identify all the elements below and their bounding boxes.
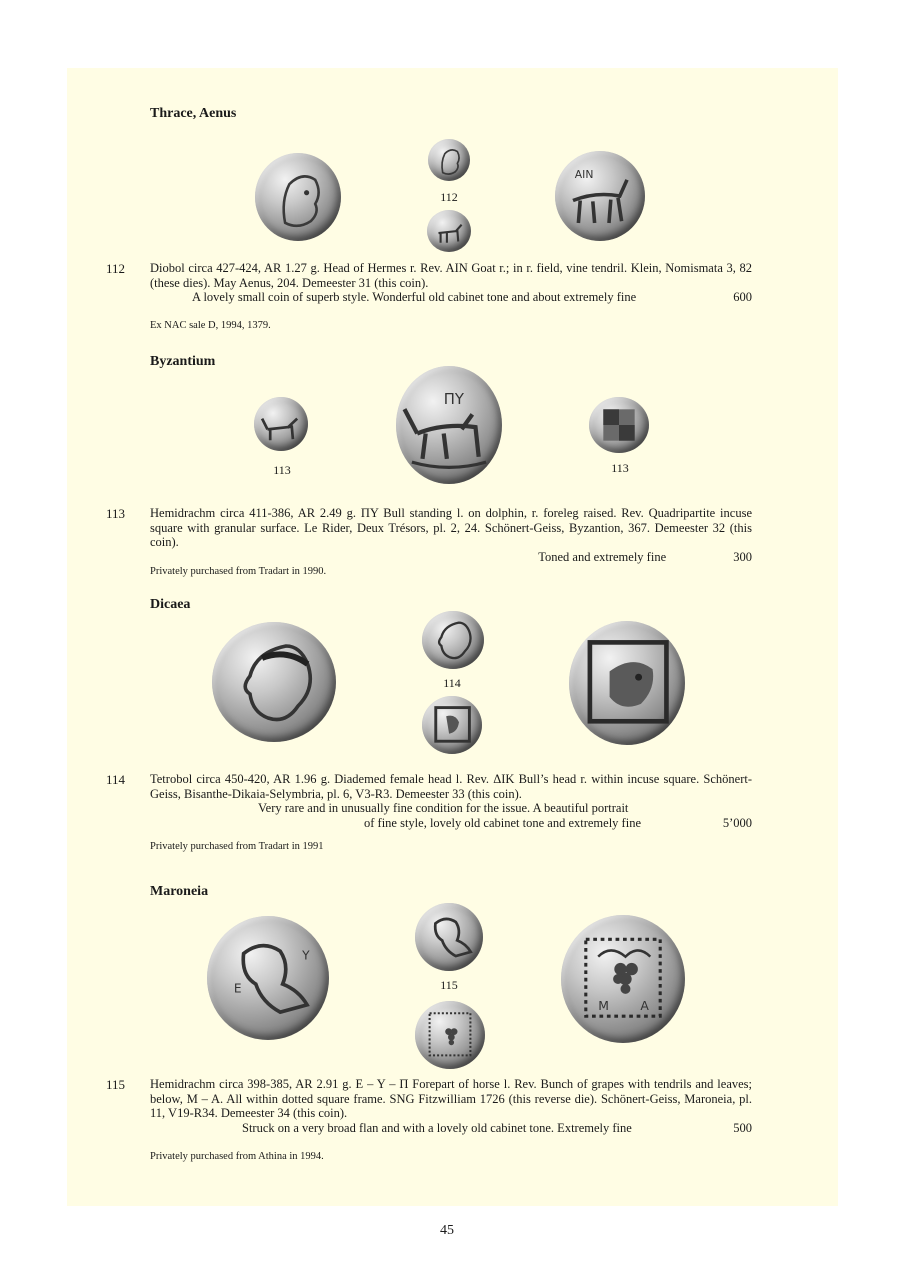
coin-114-obverse-enlarged (212, 622, 336, 742)
lot-description-115 (150, 1077, 752, 1135)
lot-112-price: 600 (733, 290, 752, 304)
lot-113-body: Hemidrachm circa 411-386, AR 2.49 g. ΠY Bull standing l. on dolphin, r. foreleg raised. Rev. Quadripartite incuse square with granular surface. Le Rider, Deux Trésors, pl. 2, 24. Schönert-Geiss, Byzantion, 367. Demeester 32 (this coin). (150, 506, 752, 549)
lot-115-text: Hemidrachm circa 398-385, AR 2.91 g. E – Y – Π Forepart of horse l. Rev. Bunch of grapes with tendrils and leaves; below, M – A. All within dotted square frame. SNG Fitzwilliam 1726 (this reverse die). Schönert-Geiss, Maroneia, pl. 11, V19-R34. Demeester 34 (this coin). (150, 1077, 752, 1120)
coin-115-reverse-enlarged (561, 915, 685, 1043)
provenance-115: Privately purchased from Athina in 1994. (150, 1151, 324, 1162)
lot-115-grade-line (150, 1121, 752, 1136)
lot-112-grade-line (150, 290, 752, 305)
lot-113-text (150, 506, 752, 550)
lot-number-112: 112 (106, 261, 126, 276)
coin-112-reverse (427, 210, 471, 252)
lot-114-grade-line-b (150, 816, 752, 831)
lot-number-114: 114 (106, 772, 126, 787)
provenance-114: Privately purchased from Tradart in 1991 (150, 841, 324, 852)
lot-114-grade-b: of fine style, lovely old cabinet tone and extremely fine (364, 815, 641, 830)
lot-113-grade: Toned and extremely fine (538, 549, 667, 564)
svg-text:Y: Y (302, 948, 310, 963)
lot-115-price: 500 (733, 1120, 752, 1135)
lot-number-113: 113 (106, 506, 126, 521)
lot-description-113 (150, 506, 752, 564)
lot-114-grade-line-a (150, 801, 752, 816)
coin-112-obverse (428, 139, 470, 181)
lot-113-price: 300 (733, 549, 752, 564)
page-number: 45 (440, 1223, 454, 1238)
lot-description-112 (150, 261, 752, 305)
lot-114-price: 5’000 (722, 815, 752, 830)
coin-113-reverse (589, 397, 649, 453)
lot-description-114 (150, 772, 752, 830)
coin-113-obverse-enlarged (396, 366, 502, 484)
coin-112-reverse-enlarged (555, 151, 645, 241)
coin-115-obverse (415, 903, 483, 971)
section-heading-dicaea: Dicaea (150, 597, 191, 612)
image-label-114: 114 (443, 676, 461, 690)
coin-115-reverse (415, 1001, 485, 1069)
provenance-113: Privately purchased from Tradart in 1990. (150, 566, 327, 577)
section-heading-byzantium: Byzantium (150, 354, 216, 369)
svg-text:M: M (598, 998, 609, 1013)
lot-115-grade: Struck on a very broad flan and with a lovely old cabinet tone. Extremely fine (242, 1120, 632, 1135)
lot-number-115: 115 (106, 1077, 126, 1092)
coin-114-reverse-enlarged (569, 621, 685, 745)
image-label-113-right: 113 (611, 461, 629, 475)
lot-114-text: Tetrobol circa 450-420, AR 1.96 g. Diademed female head l. Rev. ΔIK Bull’s head r. within incuse square. Schönert-Geiss, Bisanthe-Dikaia-Selymbria, pl. 6, V3-R3. Demeester 33 (this coin). (150, 772, 752, 801)
provenance-112: Ex NAC sale D, 1994, 1379. (150, 320, 271, 331)
section-heading-aenus: Thrace, Aenus (150, 106, 237, 121)
svg-text:A: A (640, 998, 649, 1013)
coin-114-reverse (422, 696, 482, 754)
svg-text:ΠY: ΠY (443, 390, 464, 408)
coin-112-obverse-enlarged (255, 153, 341, 241)
lot-113-grade-line (150, 550, 752, 565)
svg-text:E: E (233, 981, 242, 996)
coin-115-obverse-enlarged (207, 916, 329, 1040)
image-label-115: 115 (440, 978, 458, 992)
lot-114-grade-a: Very rare and in unusually fine condition for the issue. A beautiful portrait (258, 801, 629, 815)
section-heading-maroneia: Maroneia (150, 884, 209, 899)
coin-114-obverse (422, 611, 484, 669)
image-label-113-left: 113 (273, 463, 291, 477)
svg-text:AIN: AIN (574, 168, 594, 181)
coin-113-obverse (254, 397, 308, 451)
image-label-112: 112 (440, 190, 458, 204)
lot-112-text: Diobol circa 427-424, AR 1.27 g. Head of Hermes r. Rev. AIN Goat r.; in r. field, vine tendril. Klein, Nomismata 3, 82 (these dies). May Aenus, 204. Demeester 31 (this coin). (150, 261, 752, 290)
lot-112-grade: A lovely small coin of superb style. Wonderful old cabinet tone and about extremely fine (192, 290, 637, 304)
